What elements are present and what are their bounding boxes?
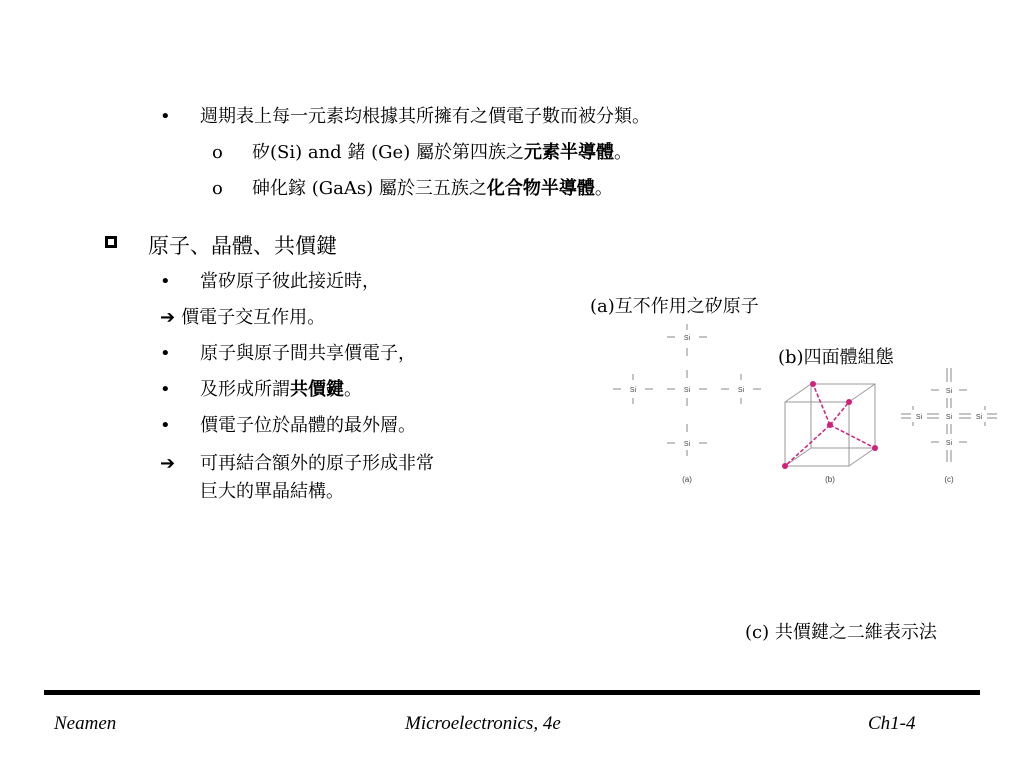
period: 。 [613,142,632,163]
si-atom-corner [782,463,788,469]
subbullet-text: 矽(Si) and 鍺 (Ge) 屬於第四族之 [252,142,524,163]
si-atom-center [827,422,833,428]
si-atom-label: Si [737,387,745,394]
bullet-covalent-bond [160,378,362,402]
subbullet-mark: o [212,178,223,199]
bullet-share-electrons [160,342,416,366]
footer-author: Neamen [54,713,117,734]
panel-b-tetrahedral [782,381,878,484]
bullet-periodic-table [160,105,650,129]
square-bullet-icon [105,236,117,248]
si-atom-corner [872,445,878,451]
footer-book-title: Microelectronics, 4e [405,713,561,734]
bullet-text: 原子與原子間共享價電子， [200,343,416,364]
bullet-dot: • [160,271,171,292]
section-heading: 原子、晶體、共價鍵 [148,234,337,258]
bullet-text: 週期表上每一元素均根據其所擁有之價電子數而被分類。 [200,106,650,127]
si-atom-label: Si [945,414,953,421]
subbullet-si-ge [212,141,632,165]
si-atom-corner [846,399,852,405]
panel-c-covalent-2d [901,368,997,484]
si-atom-label: Si [945,440,953,447]
bullet-dot: • [160,343,171,364]
si-atom-label: Si [683,387,691,394]
subbullet-mark: o [212,142,223,163]
panel-c-label: (c) [944,475,954,484]
silicon-lattice-figure [605,322,1005,522]
subbullet-gaas [212,177,613,201]
arrow-text-continued: 巨大的單晶結構。 [200,481,344,502]
compound-semiconductor-term: 化合物半導體 [486,178,595,199]
caption-c: (c) 共價鍵之二維表示法 [745,622,937,643]
period: 。 [594,178,613,199]
bullet-dot: • [160,415,171,436]
right-arrow-icon: ➔ [160,307,176,328]
si-atom-label: Si [915,414,923,421]
bullet-si-approach [160,270,380,294]
bullet-dot: • [160,106,171,127]
arrow-text: 價電子交互作用。 [181,307,326,328]
covalent-bond-term: 共價鍵 [290,379,344,400]
panel-a-label: (a) [682,475,692,484]
si-atom-corner [810,381,816,387]
bullet-text: 價電子位於晶體的最外層。 [200,415,416,436]
bullet-text: 及形成所謂 [200,379,290,400]
arrow-single-crystal-cont [200,480,344,504]
right-arrow-icon: ➔ [160,453,176,474]
footer-divider [44,690,980,695]
bullet-dot: • [160,379,171,400]
caption-a: (a)互不作用之矽原子 [590,296,759,317]
si-atom-label: Si [683,335,691,342]
si-atom-label: Si [945,388,953,395]
si-atom-label: Si [975,414,983,421]
arrow-valence-interact [160,306,325,330]
si-atom-label: Si [629,387,637,394]
subbullet-text: 砷化鎵 (GaAs) 屬於三五族之 [252,178,487,199]
bullet-text: 當矽原子彼此接近時， [200,271,380,292]
arrow-single-crystal [160,452,434,476]
footer-chapter: Ch1-4 [868,713,916,734]
si-atom-label: Si [683,441,691,448]
period: 。 [344,379,362,400]
caption-b: (b)四面體組態 [778,347,894,368]
panel-b-label: (b) [825,475,835,484]
elemental-semiconductor-term: 元素半導體 [523,142,614,163]
bullet-outer-shell [160,414,416,438]
arrow-text: 可再結合額外的原子形成非常 [200,453,434,474]
